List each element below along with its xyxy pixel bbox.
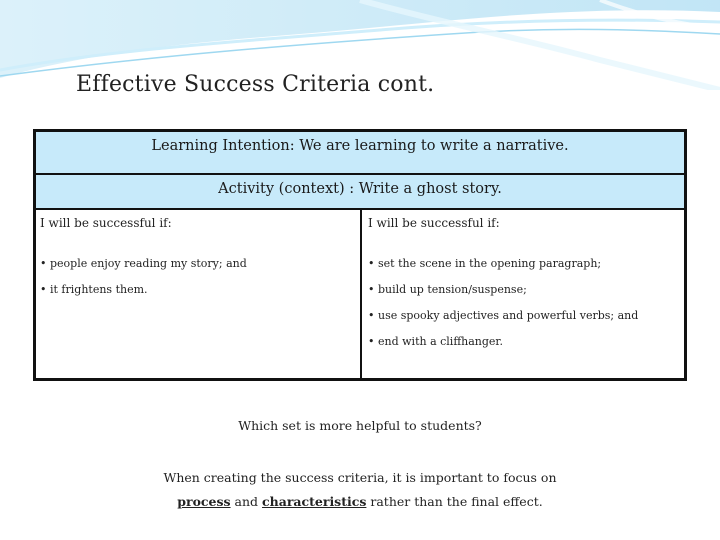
list-item: • end with a cliffhanger.	[368, 335, 503, 348]
list-item: • set the scene in the opening paragraph;	[368, 257, 602, 270]
right-column-heading: I will be successful if:	[368, 216, 500, 230]
list-item: • people enjoy reading my story; and	[40, 257, 247, 270]
list-item: • use spooky adjectives and powerful verbs; and	[368, 309, 639, 322]
keyword-process: process	[177, 494, 231, 509]
column-divider	[360, 210, 362, 378]
right-criteria-list	[368, 256, 638, 360]
page-title: Effective Success Criteria cont.	[76, 72, 435, 97]
guidance-line-1: When creating the success criteria, it is important to focus on	[163, 470, 557, 485]
left-column-heading: I will be successful if:	[40, 216, 172, 230]
list-item: • build up tension/suspense;	[368, 283, 527, 296]
left-criteria-list	[40, 256, 247, 308]
guidance-line-2: process and characteristics rather than the final effect.	[177, 494, 543, 509]
activity-header: Activity (context) : Write a ghost story.	[36, 175, 684, 210]
success-criteria-table	[33, 129, 687, 381]
list-item: • it frightens them.	[40, 283, 148, 296]
keyword-characteristics: characteristics	[262, 494, 367, 509]
guidance-note	[0, 466, 720, 514]
discussion-question: Which set is more helpful to students?	[238, 418, 482, 433]
learning-intention-header: Learning Intention: We are learning to write a narrative.	[36, 132, 684, 175]
